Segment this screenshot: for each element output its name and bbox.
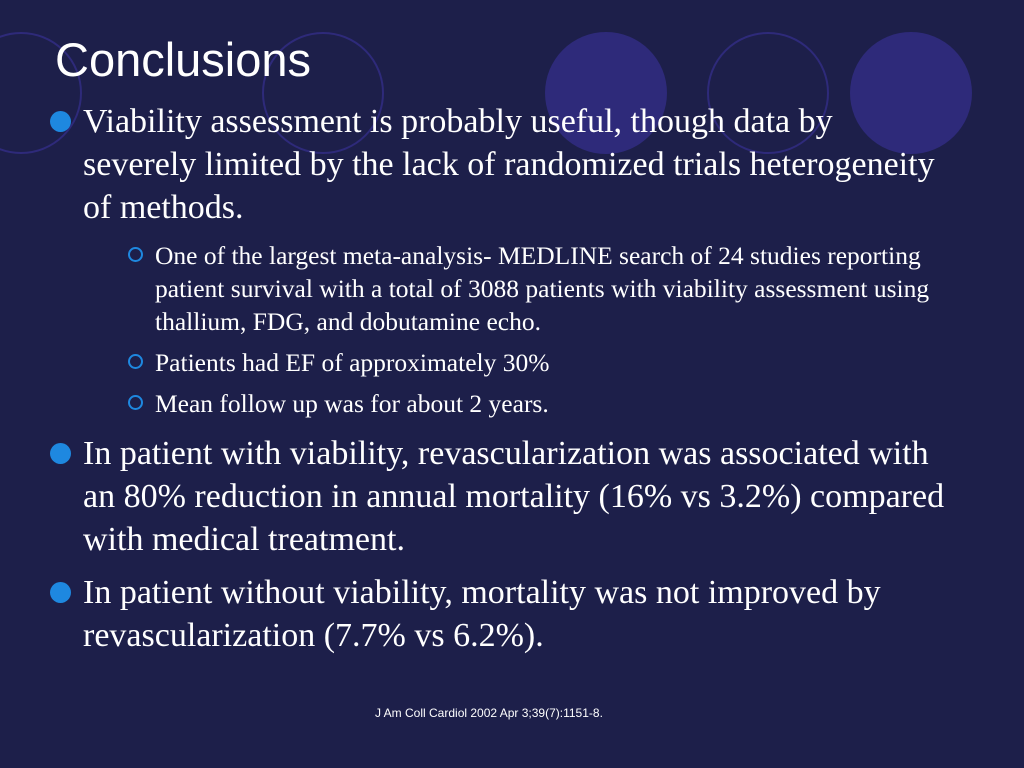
bullet-ring-icon [128, 395, 143, 410]
bullet-text: Viability assessment is probably useful, though data by severely limited by the lack of randomized trials heterogeneity of methods. [83, 103, 935, 226]
bullet-dot-icon [50, 443, 71, 464]
bullet-dot-icon [50, 111, 71, 132]
bullet-item-1 [50, 100, 950, 229]
citation: J Am Coll Cardiol 2002 Apr 3;39(7):1151-8. [375, 706, 603, 720]
subbullet-item-3 [128, 387, 950, 420]
bullet-dot-icon [50, 582, 71, 603]
bullet-ring-icon [128, 354, 143, 369]
slide-content [50, 100, 950, 667]
slide-title: Conclusions [55, 33, 312, 86]
subbullet-text: One of the largest meta-analysis- MEDLINE search of 24 studies reporting patient survival with a total of 3088 patients with viability assessment using thallium, FDG, and dobutamine echo. [155, 241, 930, 336]
subbullet-text: Mean follow up was for about 2 years. [155, 389, 549, 418]
subbullet-text: Patients had EF of approximately 30% [155, 348, 550, 377]
bullet-item-3 [50, 571, 950, 657]
bullet-ring-icon [128, 247, 143, 262]
subbullet-item-1 [128, 239, 950, 338]
bullet-item-2 [50, 432, 950, 561]
subbullet-item-2 [128, 346, 950, 379]
subbullet-list [50, 239, 950, 420]
bullet-text: In patient with viability, revascularization was associated with an 80% reduction in annual mortality (16% vs 3.2%) compared with medical treatment. [83, 435, 945, 558]
bullet-text: In patient without viability, mortality was not improved by revascularization (7.7% vs 6.2%). [83, 574, 881, 654]
